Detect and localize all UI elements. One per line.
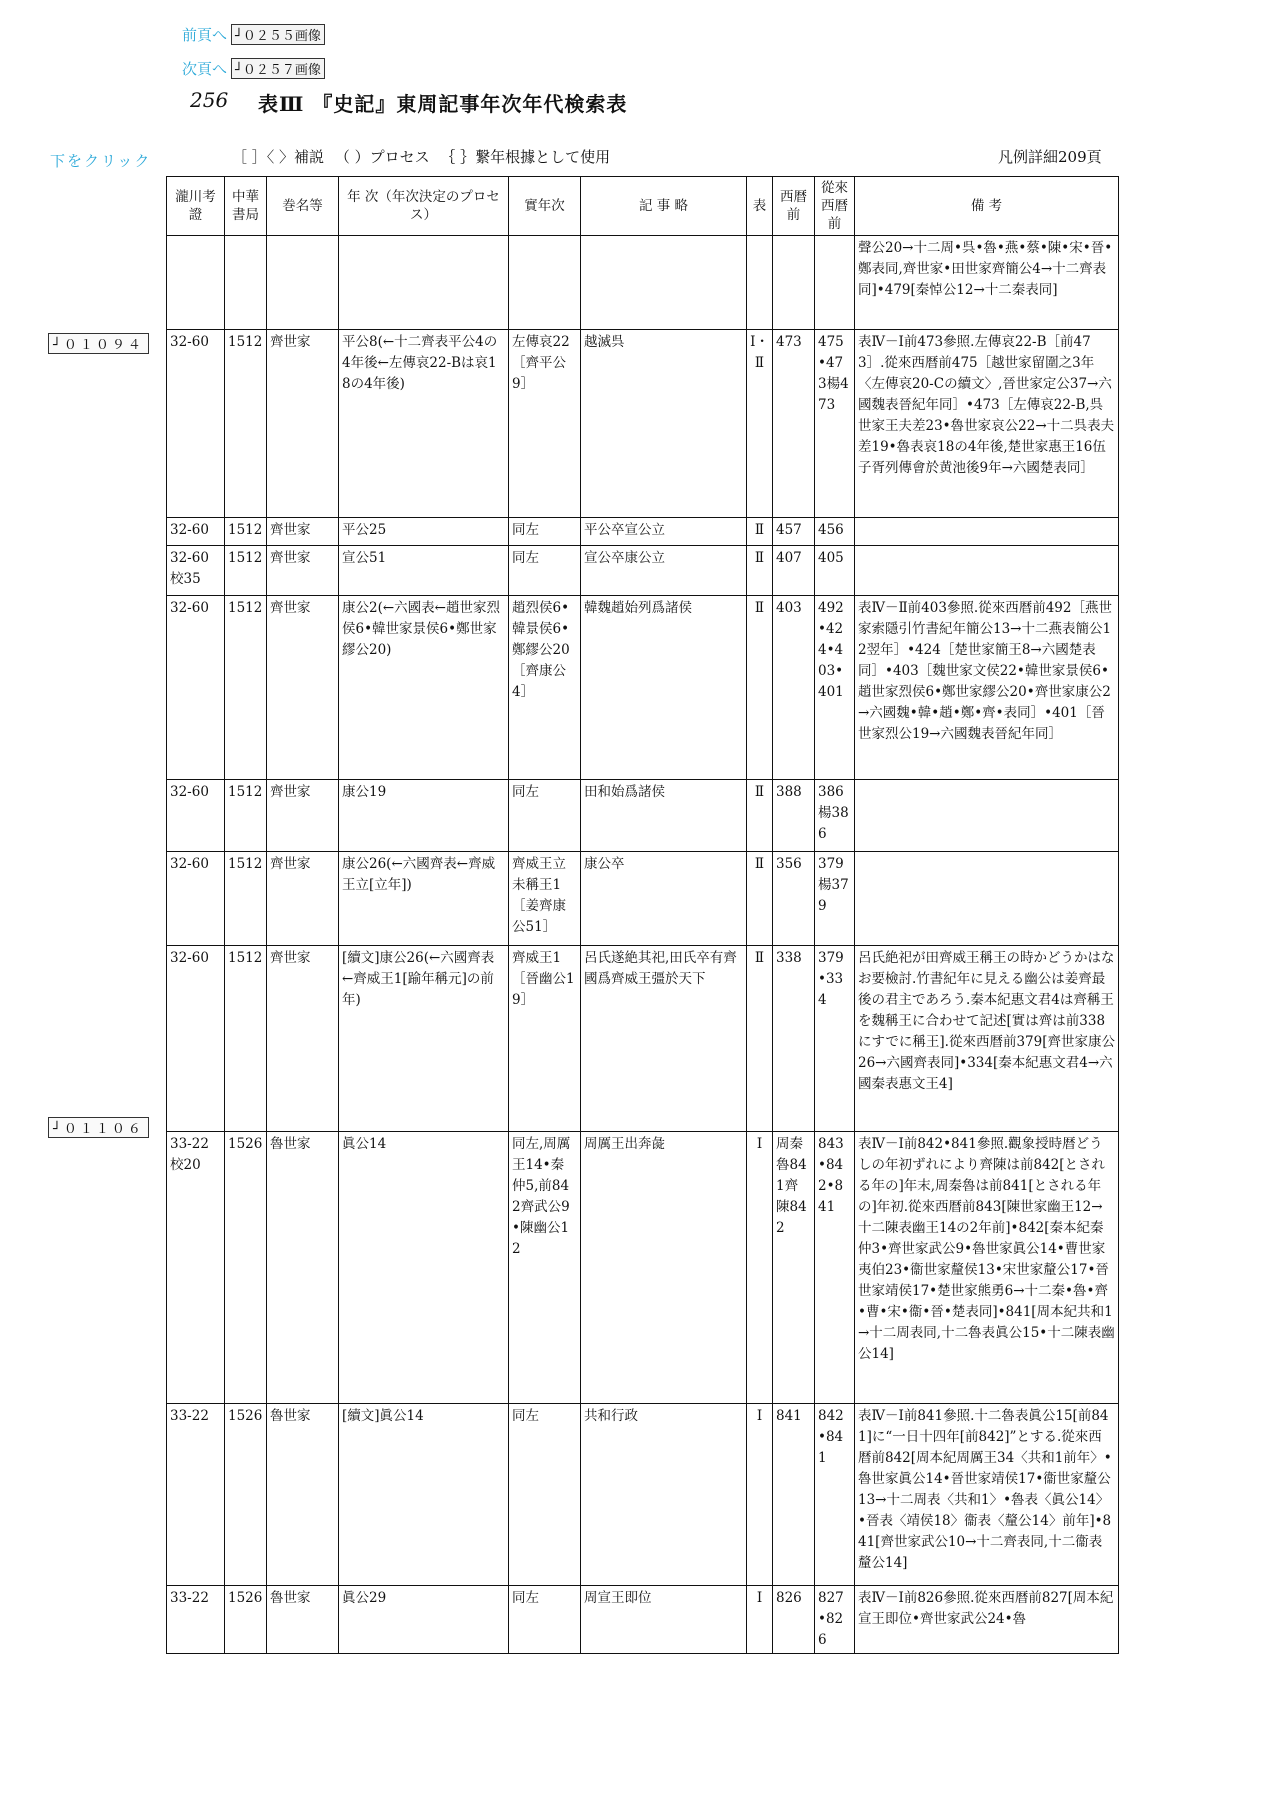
- cell-year: 宣公51: [339, 546, 509, 596]
- cell-actual-year: 左傳哀22［齊平公9］: [509, 330, 581, 518]
- cell-actual-year: 同左: [509, 1404, 581, 1586]
- cell-takigawa: 32-60: [167, 780, 225, 852]
- cell-event: 康公卒: [581, 852, 747, 946]
- cell-takigawa: 33-22: [167, 1404, 225, 1586]
- cell-takigawa: 32-60: [167, 596, 225, 780]
- cell-volume: 齊世家: [267, 546, 339, 596]
- cell-volume: 魯世家: [267, 1586, 339, 1654]
- cell-zhonghua: 1512: [225, 330, 267, 518]
- row-image-link-01094[interactable]: ┘０１０９４: [48, 333, 149, 354]
- cell-year: 平公25: [339, 518, 509, 546]
- cell-zhonghua: [225, 236, 267, 330]
- cell-takigawa: [167, 236, 225, 330]
- cell-notes: 表Ⅳ－Ⅰ前473參照.左傳哀22-B［前473］.從來西暦前475［越世家留圍之3年〈左傳哀20-Cの續文〉,晉世家定公37→六國魏表晉紀年同］•473［左傳哀22-B,呉世家王夫差23•魯世家哀公22→十二呉表夫差19•魯表哀18の4年後,楚世家惠王16伍子胥列傳會於黄池後9年→六國楚表同］: [855, 330, 1119, 518]
- col-header-actual-year: 實年次: [509, 177, 581, 236]
- col-header-bce: 西暦前: [773, 177, 815, 236]
- cell-volume: 齊世家: [267, 518, 339, 546]
- next-page-image-button[interactable]: ┘０２５７画像: [231, 58, 325, 79]
- cell-conventional-bce: [815, 236, 855, 330]
- cell-actual-year: 趙烈侯6•韓景侯6•鄭繆公20［齊康公4］: [509, 596, 581, 780]
- legend-process: （ ）プロセス: [334, 148, 430, 166]
- cell-zhonghua: 1512: [225, 780, 267, 852]
- cell-conventional-bce: 842•841: [815, 1404, 855, 1586]
- cell-takigawa: 32-60: [167, 946, 225, 1132]
- cell-bce: 356: [773, 852, 815, 946]
- cell-actual-year: 齊威王立未稱王1［姜齊康公51］: [509, 852, 581, 946]
- legend: [232, 146, 616, 167]
- cell-volume: 齊世家: [267, 330, 339, 518]
- cell-table: Ⅱ: [747, 780, 773, 852]
- cell-bce: 841: [773, 1404, 815, 1586]
- page-title: 表Ⅲ 『史記』東周記事年次年代検索表: [258, 92, 628, 116]
- col-header-event: 記 事 略: [581, 177, 747, 236]
- reference-note: 凡例詳細209頁: [998, 148, 1102, 166]
- cell-bce: 473: [773, 330, 815, 518]
- cell-zhonghua: 1512: [225, 852, 267, 946]
- cell-takigawa: 32-60: [167, 330, 225, 518]
- cell-event: [581, 236, 747, 330]
- prev-page-image-button[interactable]: ┘０２５５画像: [231, 24, 325, 45]
- cell-year: [續文]康公26(←六國齊表←齊威王1[踰年稱元]の前年): [339, 946, 509, 1132]
- cell-actual-year: 同左,周厲王14•秦仲5,前842齊武公9•陳幽公12: [509, 1132, 581, 1404]
- cell-volume: 齊世家: [267, 780, 339, 852]
- cell-takigawa: 33-22 校20: [167, 1132, 225, 1404]
- next-page-nav[interactable]: [182, 58, 325, 79]
- cell-table: [747, 236, 773, 330]
- cell-notes: 表Ⅳ－Ⅰ前842•841參照.觀象授時暦どうしの年初ずれにより齊陳は前842[とされる年の]年末,周秦魯は前841[とされる年の]年初.從來西暦前843[陳世家幽王12→十二陳表幽王14の2年前]•842[秦本紀秦仲3•齊世家武公9•魯世家眞公14•曹世家夷伯23•衞世家釐侯13•宋世家釐公17•晉世家靖侯17•楚世家熊勇6→十二秦•魯•齊•曹•宋•衞•晉•楚表同]•841[周本紀共和1→十二周表同,十二魯表眞公15•十二陳表幽公14]: [855, 1132, 1119, 1404]
- cell-takigawa: 32-60: [167, 518, 225, 546]
- cell-volume: 魯世家: [267, 1132, 339, 1404]
- cell-event: 平公卒宣公立: [581, 518, 747, 546]
- cell-zhonghua: 1526: [225, 1586, 267, 1654]
- cell-actual-year: 齊威王1［晉幽公19］: [509, 946, 581, 1132]
- cell-volume: 齊世家: [267, 852, 339, 946]
- col-header-year: 年 次（年次決定のプロセス）: [339, 177, 509, 236]
- cell-table: Ⅱ: [747, 518, 773, 546]
- cell-event: 呂氏遂絶其祀,田氏卒有齊國爲齊威王彊於天下: [581, 946, 747, 1132]
- cell-conventional-bce: 492•424•403•401: [815, 596, 855, 780]
- cell-conventional-bce: 475•473楊473: [815, 330, 855, 518]
- prev-page-label[interactable]: 前頁へ: [182, 26, 228, 44]
- cell-volume: 齊世家: [267, 596, 339, 780]
- cell-conventional-bce: 843•842•841: [815, 1132, 855, 1404]
- cell-year: 康公19: [339, 780, 509, 852]
- cell-event: 周厲王出奔彘: [581, 1132, 747, 1404]
- cell-bce: [773, 236, 815, 330]
- cell-bce: 826: [773, 1586, 815, 1654]
- col-header-volume: 巻名等: [267, 177, 339, 236]
- cell-conventional-bce: 405: [815, 546, 855, 596]
- cell-table: Ⅰ: [747, 1586, 773, 1654]
- col-header-zhonghua: 中華書局: [225, 177, 267, 236]
- cell-bce: 338: [773, 946, 815, 1132]
- table-header-row: [167, 177, 1119, 236]
- cell-year: 康公26(←六國齊表←齊威王立[立年]): [339, 852, 509, 946]
- click-hint[interactable]: 下をクリック: [50, 152, 152, 170]
- cell-conventional-bce: 379•334: [815, 946, 855, 1132]
- cell-table: Ⅱ: [747, 946, 773, 1132]
- table-row: [167, 852, 1119, 946]
- cell-zhonghua: 1526: [225, 1404, 267, 1586]
- col-header-table: 表: [747, 177, 773, 236]
- cell-actual-year: [509, 236, 581, 330]
- cell-table: Ⅱ: [747, 852, 773, 946]
- cell-year: 眞公14: [339, 1132, 509, 1404]
- table-row: [167, 1132, 1119, 1404]
- table-row: [167, 1404, 1119, 1586]
- cell-actual-year: 同左: [509, 1586, 581, 1654]
- cell-event: 共和行政: [581, 1404, 747, 1586]
- col-header-conventional-bce: 從來西暦前: [815, 177, 855, 236]
- cell-notes: 表Ⅳ－Ⅱ前403參照.從來西暦前492［燕世家索隱引竹書紀年簡公13→十二燕表簡公12翌年］•424［楚世家簡王8→六國楚表同］•403［魏世家文侯22•韓世家景侯6•趙世家烈侯6•鄭世家繆公20•齊世家康公2→六國魏•韓•趙•鄭•齊•表同］•401［晉世家烈公19→六國魏表晉紀年同］: [855, 596, 1119, 780]
- cell-conventional-bce: 386楊386: [815, 780, 855, 852]
- table-row: [167, 946, 1119, 1132]
- cell-conventional-bce: 379楊379: [815, 852, 855, 946]
- cell-zhonghua: 1512: [225, 546, 267, 596]
- next-page-label[interactable]: 次頁へ: [182, 60, 228, 78]
- chronology-table: [166, 176, 1119, 1654]
- cell-notes: 表Ⅳ－Ⅰ前826參照.從來西暦前827[周本紀宣王即位•齊世家武公24•魯: [855, 1586, 1119, 1654]
- cell-table: Ⅰ: [747, 1404, 773, 1586]
- col-header-takigawa: 瀧川考證: [167, 177, 225, 236]
- table-row: [167, 518, 1119, 546]
- cell-volume: [267, 236, 339, 330]
- cell-bce: 周秦魯841齊陳842: [773, 1132, 815, 1404]
- cell-year: 眞公29: [339, 1586, 509, 1654]
- page-number: 256: [190, 88, 229, 112]
- cell-notes: [855, 518, 1119, 546]
- cell-notes: 聲公20→十二周•呉•魯•燕•蔡•陳•宋•晉•鄭表同,齊世家•田世家齊簡公4→十二齊表同]•479[秦悼公12→十二秦表同]: [855, 236, 1119, 330]
- cell-event: 韓魏趙始列爲諸侯: [581, 596, 747, 780]
- cell-notes: 呂氏絶祀が田齊威王稱王の時かどうかはなお要檢討.竹書紀年に見える幽公は姜齊最後の君主であろう.秦本紀惠文君4は齊稱王を魏稱王に合わせて記述[實は齊は前338にすでに稱王].從來西暦前379[齊世家康公26→六國齊表同]•334[秦本紀惠文君4→六國秦表惠文王4]: [855, 946, 1119, 1132]
- row-image-link-01106[interactable]: ┘０１１０６: [48, 1117, 149, 1138]
- cell-actual-year: 同左: [509, 780, 581, 852]
- cell-conventional-bce: 827•826: [815, 1586, 855, 1654]
- col-header-notes: 備 考: [855, 177, 1119, 236]
- cell-takigawa: 33-22: [167, 1586, 225, 1654]
- table-row: [167, 780, 1119, 852]
- cell-zhonghua: 1512: [225, 518, 267, 546]
- cell-table: Ⅱ: [747, 596, 773, 780]
- cell-year: [續文]眞公14: [339, 1404, 509, 1586]
- cell-table: Ⅰ・Ⅱ: [747, 330, 773, 518]
- cell-notes: 表Ⅳ－Ⅰ前841參照.十二魯表眞公15[前841]に“一日十四年[前842]”とする.從來西暦前842[周本紀周厲王34〈共和1前年〉•魯世家眞公14•晉世家靖侯17•衞世家釐公13→十二周表〈共和1〉•魯表〈眞公14〉•晉表〈靖侯18〉衞表〈釐公14〉前年]•841[齊世家武公10→十二齊表同,十二衞表釐公14]: [855, 1404, 1119, 1586]
- cell-zhonghua: 1512: [225, 946, 267, 1132]
- legend-basis: ｛ ｝繋年根據として使用: [440, 148, 611, 166]
- cell-takigawa: 32-60: [167, 852, 225, 946]
- cell-volume: 魯世家: [267, 1404, 339, 1586]
- table-row: [167, 596, 1119, 780]
- cell-volume: 齊世家: [267, 946, 339, 1132]
- cell-takigawa: 32-60 校35: [167, 546, 225, 596]
- cell-actual-year: 同左: [509, 546, 581, 596]
- legend-supplement: ［ ］〈 〉補説: [232, 148, 325, 166]
- cell-zhonghua: 1512: [225, 596, 267, 780]
- cell-actual-year: 同左: [509, 518, 581, 546]
- cell-event: 宣公卒康公立: [581, 546, 747, 596]
- cell-zhonghua: 1526: [225, 1132, 267, 1404]
- table-row: [167, 1586, 1119, 1654]
- cell-table: Ⅰ: [747, 1132, 773, 1404]
- cell-year: 平公8(←十二齊表平公4の4年後←左傳哀22-Bは哀18の4年後): [339, 330, 509, 518]
- table-row: [167, 330, 1119, 518]
- table-row: [167, 546, 1119, 596]
- cell-event: 越滅呉: [581, 330, 747, 518]
- cell-table: Ⅱ: [747, 546, 773, 596]
- prev-page-nav[interactable]: [182, 24, 325, 45]
- cell-notes: [855, 852, 1119, 946]
- cell-event: 田和始爲諸侯: [581, 780, 747, 852]
- table-row: [167, 236, 1119, 330]
- cell-conventional-bce: 456: [815, 518, 855, 546]
- cell-bce: 388: [773, 780, 815, 852]
- cell-year: [339, 236, 509, 330]
- cell-notes: [855, 780, 1119, 852]
- cell-event: 周宣王即位: [581, 1586, 747, 1654]
- cell-bce: 403: [773, 596, 815, 780]
- cell-bce: 457: [773, 518, 815, 546]
- cell-notes: [855, 546, 1119, 596]
- cell-year: 康公2(←六國表←趙世家烈侯6•韓世家景侯6•鄭世家繆公20): [339, 596, 509, 780]
- cell-bce: 407: [773, 546, 815, 596]
